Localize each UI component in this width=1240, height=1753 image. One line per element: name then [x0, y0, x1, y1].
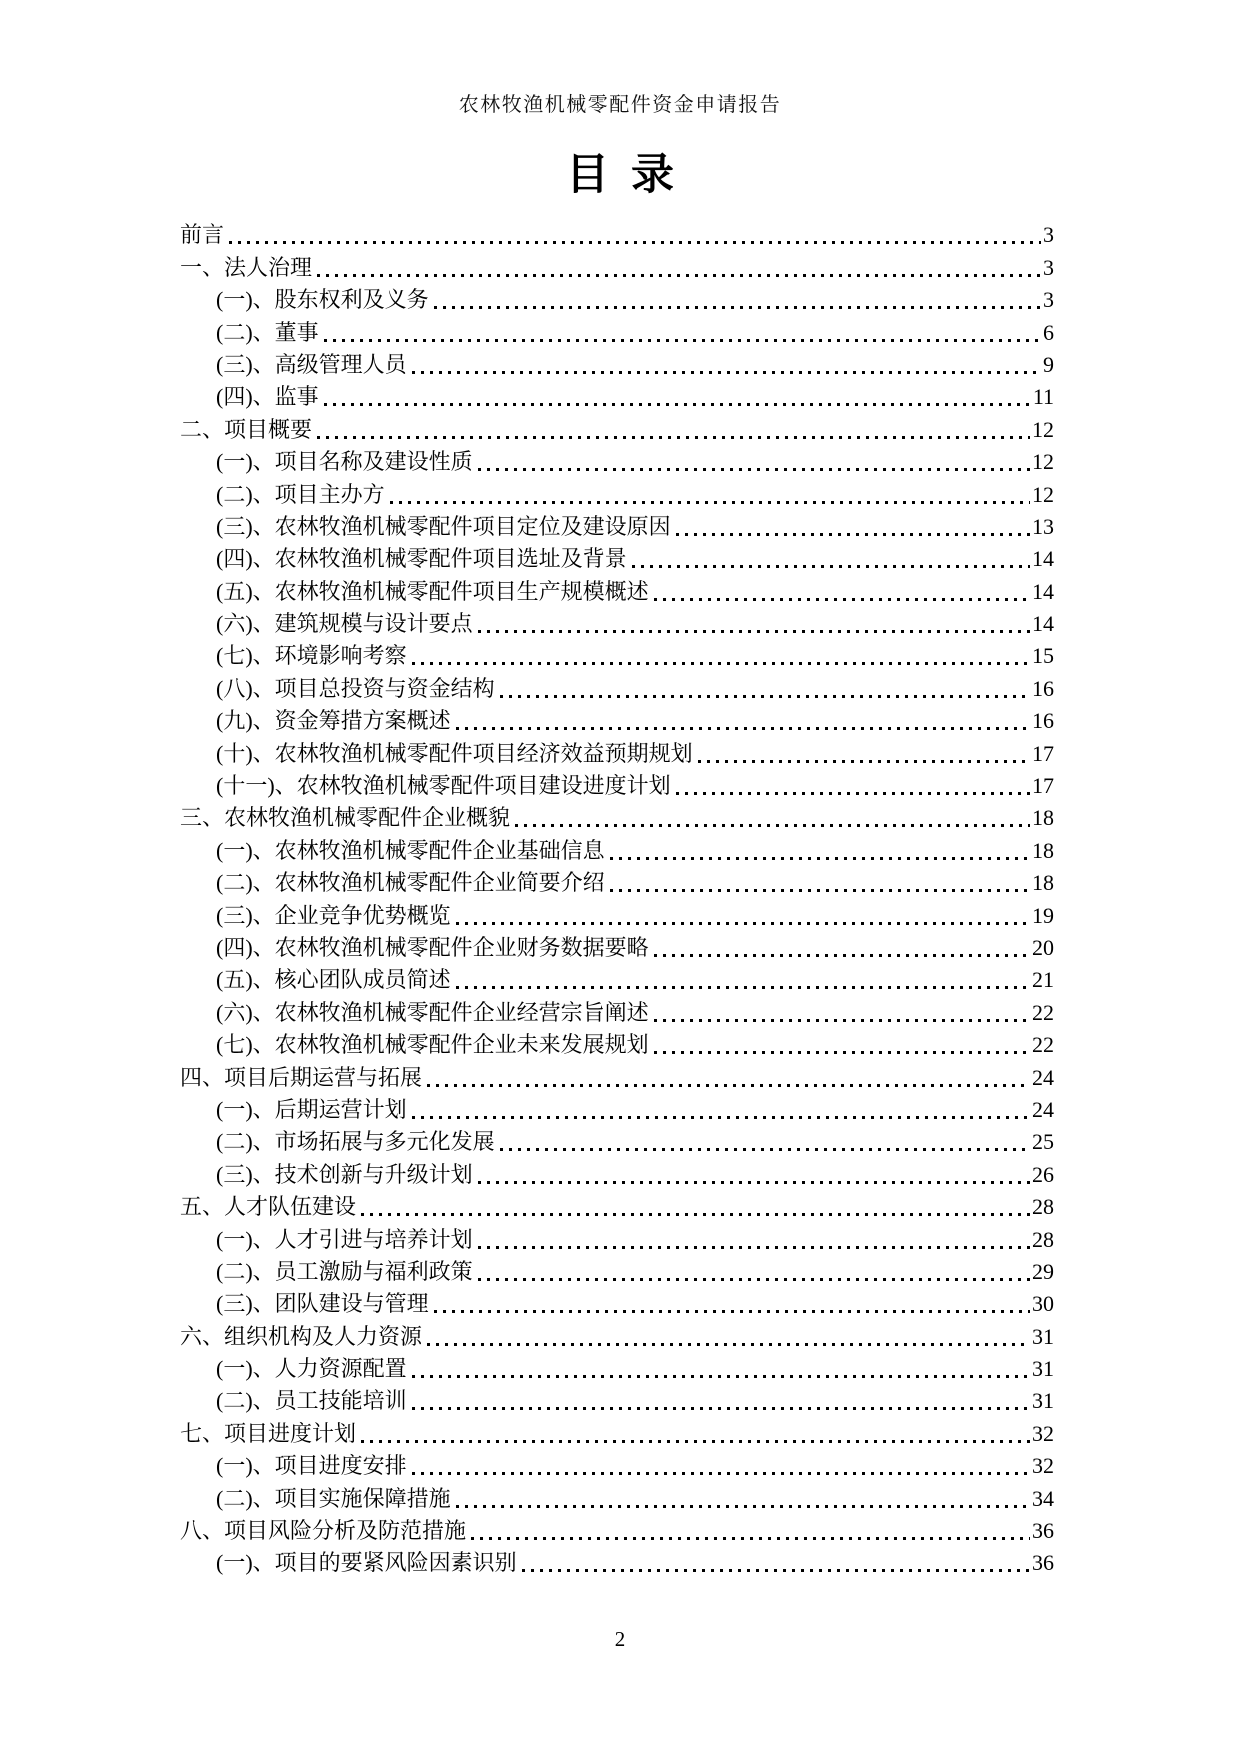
toc-entry-label: 五、人才队伍建设: [180, 1194, 357, 1220]
toc-leader-dots: [412, 1375, 1030, 1378]
toc-entry-label: (二)、员工激励与福利政策: [216, 1258, 473, 1284]
toc-entry-page-number: 11: [1032, 384, 1054, 410]
toc-leader-dots: [478, 1181, 1030, 1184]
footer-page-number: 2: [614, 1627, 626, 1651]
toc-entry[interactable]: [180, 931, 1054, 963]
toc-entry[interactable]: [180, 801, 1054, 833]
toc-entry-page-number: 14: [1032, 578, 1054, 604]
toc-entry-label: (七)、农林牧渔机械零配件企业未来发展规划: [216, 1032, 649, 1058]
toc-entry[interactable]: [180, 574, 1054, 606]
toc-entry[interactable]: [180, 1416, 1054, 1448]
toc-entry[interactable]: [180, 542, 1054, 574]
toc-leader-dots: [361, 1440, 1030, 1443]
toc-entry-page-number: 22: [1032, 999, 1054, 1025]
toc-entry[interactable]: [180, 380, 1054, 412]
toc-entry-page-number: 22: [1032, 1032, 1054, 1058]
toc-entry[interactable]: [180, 671, 1054, 703]
toc-entry-label: (七)、环境影响考察: [216, 643, 407, 669]
toc-entry[interactable]: [180, 1352, 1054, 1384]
toc-entry[interactable]: [180, 250, 1054, 282]
toc-entry-label: (一)、人才引进与培养计划: [216, 1226, 473, 1252]
toc-leader-dots: [478, 468, 1030, 471]
toc-leader-dots: [654, 598, 1030, 601]
toc-entry-label: 一、法人治理: [180, 254, 313, 280]
toc-leader-dots: [478, 630, 1030, 633]
toc-entry-label: (四)、监事: [216, 384, 319, 410]
toc-leader-dots: [324, 403, 1031, 406]
toc-leader-dots: [478, 1246, 1030, 1249]
toc-entry[interactable]: [180, 1028, 1054, 1060]
toc-entry-label: 七、项目进度计划: [180, 1420, 357, 1446]
toc-leader-dots: [500, 695, 1030, 698]
toc-entry-page-number: 16: [1032, 675, 1054, 701]
toc-entry-page-number: 24: [1032, 1096, 1054, 1122]
toc-entry[interactable]: [180, 704, 1054, 736]
toc-leader-dots: [676, 533, 1030, 536]
toc-entry-page-number: 14: [1032, 546, 1054, 572]
toc-entry-page-number: 31: [1032, 1356, 1054, 1382]
toc-entry[interactable]: [180, 1190, 1054, 1222]
toc-entry[interactable]: [180, 1546, 1054, 1578]
toc-leader-dots: [434, 306, 1041, 309]
toc-entry-label: (五)、核心团队成员简述: [216, 967, 451, 993]
toc-entry-label: (一)、项目进度安排: [216, 1453, 407, 1479]
toc-leader-dots: [229, 241, 1041, 244]
toc-entry-label: (九)、资金筹措方案概述: [216, 708, 451, 734]
toc-leader-dots: [515, 824, 1030, 827]
toc-entry-label: (六)、建筑规模与设计要点: [216, 611, 473, 637]
toc-entry-label: (一)、股东权利及义务: [216, 287, 429, 313]
toc-entry[interactable]: [180, 1514, 1054, 1546]
toc-leader-dots: [456, 922, 1030, 925]
toc-entry-label: (二)、项目主办方: [216, 481, 385, 507]
toc-entry-page-number: 12: [1032, 481, 1054, 507]
toc-entry-page-number: 36: [1032, 1550, 1054, 1576]
toc-leader-dots: [610, 889, 1030, 892]
toc-entry-label: (四)、农林牧渔机械零配件企业财务数据要略: [216, 934, 649, 960]
toc-leader-dots: [698, 760, 1030, 763]
toc-entry[interactable]: [180, 898, 1054, 930]
toc-entry[interactable]: [180, 1157, 1054, 1189]
toc-entry[interactable]: [180, 477, 1054, 509]
toc-entry-page-number: 19: [1032, 902, 1054, 928]
toc-leader-dots: [427, 1084, 1030, 1087]
toc-entry[interactable]: [180, 833, 1054, 865]
toc-leader-dots: [317, 436, 1030, 439]
toc-entry-page-number: 12: [1032, 416, 1054, 442]
toc-entry[interactable]: [180, 315, 1054, 347]
toc-leader-dots: [456, 1505, 1030, 1508]
toc-entry-label: (一)、项目名称及建设性质: [216, 449, 473, 475]
toc-entry-page-number: 3: [1043, 222, 1054, 248]
toc-entry[interactable]: [180, 1287, 1054, 1319]
toc-leader-dots: [434, 1310, 1030, 1313]
toc-entry-label: (十一)、农林牧渔机械零配件项目建设进度计划: [216, 773, 671, 799]
document-header-title: 农林牧渔机械零配件资金申请报告: [458, 94, 782, 116]
toc-entry[interactable]: [180, 995, 1054, 1027]
toc-entry-page-number: 31: [1032, 1323, 1054, 1349]
toc-entry-page-number: 3: [1043, 287, 1054, 313]
toc-leader-dots: [654, 954, 1030, 957]
toc-entry-page-number: 26: [1032, 1161, 1054, 1187]
toc-entry-page-number: 29: [1032, 1258, 1054, 1284]
toc-entry[interactable]: [180, 736, 1054, 768]
toc-title: 目录: [566, 152, 696, 199]
toc-entry-page-number: 30: [1032, 1291, 1054, 1317]
toc-leader-dots: [471, 1537, 1030, 1540]
toc-entry-page-number: 20: [1032, 934, 1054, 960]
toc-entry[interactable]: [180, 639, 1054, 671]
toc-entry[interactable]: [180, 218, 1054, 250]
toc-entry[interactable]: [180, 510, 1054, 542]
toc-entry-page-number: 24: [1032, 1064, 1054, 1090]
toc-entry[interactable]: [180, 1093, 1054, 1125]
toc-entry-page-number: 14: [1032, 611, 1054, 637]
toc-entry-page-number: 3: [1043, 254, 1054, 280]
toc-entry-page-number: 15: [1032, 643, 1054, 669]
toc-leader-dots: [390, 501, 1030, 504]
toc-entry-page-number: 36: [1032, 1518, 1054, 1544]
toc-entry-page-number: 34: [1032, 1485, 1054, 1511]
toc-entry-page-number: 18: [1032, 870, 1054, 896]
toc-entry-label: (三)、企业竞争优势概览: [216, 902, 451, 928]
toc-entry-label: (一)、后期运营计划: [216, 1096, 407, 1122]
toc-entry[interactable]: [180, 1222, 1054, 1254]
toc-leader-dots: [654, 1019, 1030, 1022]
toc-entry-page-number: 12: [1032, 449, 1054, 475]
toc-entry-page-number: 28: [1032, 1194, 1054, 1220]
toc-entry-page-number: 18: [1032, 837, 1054, 863]
toc-entry-label: (一)、人力资源配置: [216, 1356, 407, 1382]
toc-leader-dots: [654, 1051, 1030, 1054]
toc-entry-page-number: 28: [1032, 1226, 1054, 1252]
toc-entry-label: (五)、农林牧渔机械零配件项目生产规模概述: [216, 578, 649, 604]
toc-entry-label: 前言: [180, 222, 225, 248]
toc-leader-dots: [412, 371, 1041, 374]
toc-entry-page-number: 17: [1032, 773, 1054, 799]
toc-entry-label: (二)、项目实施保障措施: [216, 1485, 451, 1511]
toc-entry-page-number: 25: [1032, 1129, 1054, 1155]
toc-leader-dots: [500, 1148, 1030, 1151]
toc-entry-label: (一)、项目的要紧风险因素识别: [216, 1550, 517, 1576]
toc-leader-dots: [427, 1343, 1030, 1346]
toc-entry[interactable]: [180, 1060, 1054, 1092]
toc-entry-label: (二)、市场拓展与多元化发展: [216, 1129, 495, 1155]
toc-entry-label: (四)、农林牧渔机械零配件项目选址及背景: [216, 546, 627, 572]
toc-entry[interactable]: [180, 412, 1054, 444]
toc-entry-page-number: 17: [1032, 740, 1054, 766]
toc-entry-label: (三)、高级管理人员: [216, 351, 407, 377]
toc-leader-dots: [456, 727, 1030, 730]
toc-leader-dots: [361, 1213, 1030, 1216]
toc-entry[interactable]: [180, 445, 1054, 477]
toc-entry-label: (二)、员工技能培训: [216, 1388, 407, 1414]
toc-entry-label: 二、项目概要: [180, 416, 313, 442]
toc-entry-label: 三、农林牧渔机械零配件企业概貌: [180, 805, 511, 831]
toc-entry[interactable]: [180, 1319, 1054, 1351]
toc-entry-label: (二)、董事: [216, 319, 319, 345]
toc-leader-dots: [632, 565, 1030, 568]
toc-entry[interactable]: [180, 607, 1054, 639]
toc-entry-page-number: 18: [1032, 805, 1054, 831]
toc-entry-label: (三)、技术创新与升级计划: [216, 1161, 473, 1187]
toc-entry-label: (八)、项目总投资与资金结构: [216, 675, 495, 701]
toc-entry-label: (六)、农林牧渔机械零配件企业经营宗旨阐述: [216, 999, 649, 1025]
toc-entry-page-number: 32: [1032, 1453, 1054, 1479]
toc-entry[interactable]: [180, 283, 1054, 315]
toc-entry-page-number: 9: [1043, 351, 1054, 377]
toc-leader-dots: [412, 662, 1030, 665]
toc-entry-page-number: 16: [1032, 708, 1054, 734]
toc-leader-dots: [412, 1472, 1030, 1475]
toc-entry-page-number: 13: [1032, 513, 1054, 539]
toc-entry-label: 四、项目后期运营与拓展: [180, 1064, 423, 1090]
toc-leader-dots: [456, 986, 1030, 989]
toc-entry[interactable]: [180, 1125, 1054, 1157]
toc-entry[interactable]: [180, 866, 1054, 898]
toc-entry-label: (十)、农林牧渔机械零配件项目经济效益预期规划: [216, 740, 693, 766]
toc-entry[interactable]: [180, 1481, 1054, 1513]
toc-leader-dots: [317, 274, 1041, 277]
toc-entry[interactable]: [180, 1255, 1054, 1287]
toc-leader-dots: [676, 792, 1030, 795]
toc-entry[interactable]: [180, 769, 1054, 801]
toc-entry-page-number: 31: [1032, 1388, 1054, 1414]
toc-entry-label: (一)、农林牧渔机械零配件企业基础信息: [216, 837, 605, 863]
toc-entry-label: 六、组织机构及人力资源: [180, 1323, 423, 1349]
toc-entry-label: (三)、团队建设与管理: [216, 1291, 429, 1317]
toc-entry-page-number: 32: [1032, 1420, 1054, 1446]
toc-leader-dots: [412, 1407, 1030, 1410]
toc-entry-page-number: 6: [1043, 319, 1054, 345]
toc-leader-dots: [522, 1569, 1030, 1572]
toc-entry-label: 八、项目风险分析及防范措施: [180, 1518, 467, 1544]
toc-entry-label: (二)、农林牧渔机械零配件企业简要介绍: [216, 870, 605, 896]
toc-leader-dots: [478, 1278, 1030, 1281]
toc-entry-page-number: 21: [1032, 967, 1054, 993]
toc-entry[interactable]: [180, 1449, 1054, 1481]
toc-entry[interactable]: [180, 348, 1054, 380]
toc-list: [180, 218, 1054, 1578]
toc-entry[interactable]: [180, 1384, 1054, 1416]
toc-leader-dots: [324, 339, 1041, 342]
toc-entry-label: (三)、农林牧渔机械零配件项目定位及建设原因: [216, 513, 671, 539]
toc-leader-dots: [412, 1116, 1030, 1119]
toc-entry[interactable]: [180, 963, 1054, 995]
toc-leader-dots: [610, 857, 1030, 860]
